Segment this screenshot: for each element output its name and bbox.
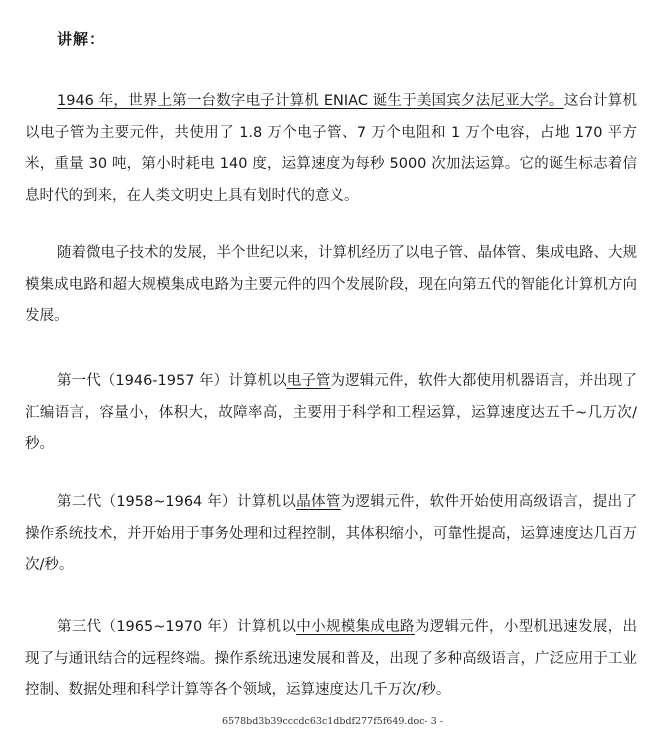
second-gen-lead: 第二代（1958~1964 年）计算机以 (57, 494, 297, 510)
third-gen-lead: 第三代（1965~1970 年）计算机以 (57, 619, 297, 635)
first-gen-lead: 第一代（1946-1957 年）计算机以 (57, 373, 287, 389)
paragraph-development (25, 238, 637, 333)
paragraph-third-generation (25, 612, 637, 707)
underlined-eniac-intro: 1946 年，世界上第一台数字电子计算机 ENIAC 诞生于美国宾夕法尼亚大学。 (57, 93, 564, 109)
third-gen-rest: 为逻辑元件，小型机迅速发展，出现了与通讯结合的远程终端。操作系统迅速发展和普及，出现了多种高级语言，广泛应用于工业控制、数据处理和科学计算等各个领域，运算速度达几千万次/秒。 (25, 619, 638, 698)
first-gen-rest: 为逻辑元件，软件大都使用机器语言，并出现了汇编语言，容量小，体积大，故障率高，主要用于科学和工程运算，运算速度达五千~几万次/秒。 (25, 373, 637, 452)
second-gen-rest: 为逻辑元件，软件开始使用高级语言，提出了操作系统技术，并开始用于事务处理和过程控制，其体积缩小，可靠性提高，运算速度达几百万次/秒。 (25, 494, 638, 573)
underlined-vacuum-tube: 电子管 (286, 373, 331, 389)
paragraph-second-generation (25, 487, 637, 582)
page-footer: 6578bd3b39cccdc63c1dbdf277f5f649.doc- 3 - (221, 716, 444, 727)
paragraph-development-text: 随着微电子技术的发展，半个世纪以来，计算机经历了以电子管、晶体管、集成电路、大规模集成电路和超大规模集成电路为主要元件的四个发展阶段，现在向第五代的智能化计算机方向发展。 (25, 245, 637, 324)
underlined-small-scale-ic: 中小规模集成电路 (296, 619, 415, 635)
underlined-transistor: 晶体管 (296, 494, 341, 510)
section-heading: 讲解： (57, 30, 106, 48)
paragraph-eniac (25, 86, 637, 212)
paragraph-eniac-text: 这台计算机以电子管为主要元件，共使用了 1.8 万个电子管、7 万个电阻和 1 万个电容，占地 170 平方米，重量 30 吨，第小时耗电 140 度，运算速度为每秒 5000 次加法运算。它的诞生标志着信息时代的到来，在人类文明史上具有划时代的意义。 (25, 93, 637, 204)
paragraph-first-generation (25, 366, 637, 461)
